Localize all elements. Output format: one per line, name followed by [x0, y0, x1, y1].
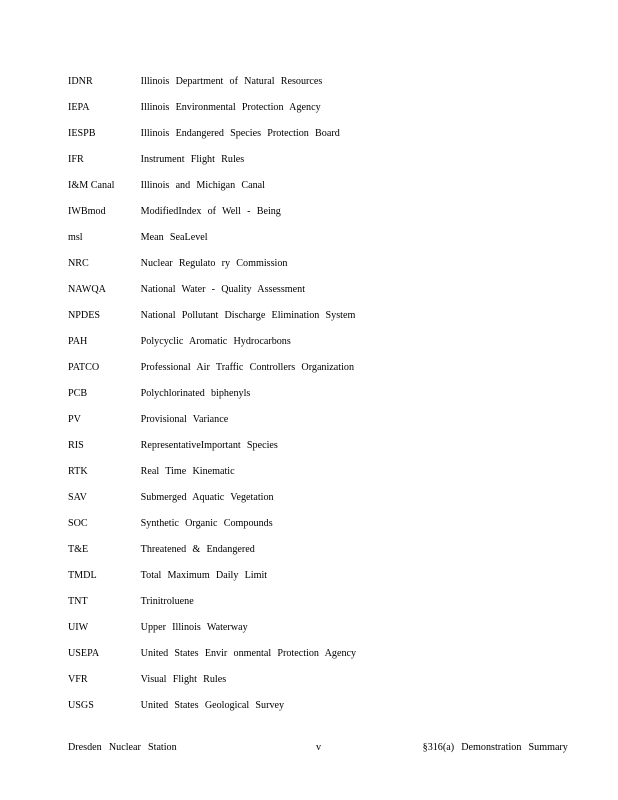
abbreviation-code: PV	[68, 413, 81, 425]
abbreviation-definition: Visual Flight Rules	[140, 673, 227, 685]
abbreviation-row	[68, 536, 510, 562]
abbreviation-row	[68, 328, 510, 354]
abbreviation-definition: Provisional Variance	[140, 413, 229, 425]
abbreviation-code: NAWQA	[68, 283, 106, 295]
footer-section-title: §316(a) Demonstration Summary	[422, 741, 568, 753]
abbreviation-definition: Submerged Aquatic Vegetation	[140, 491, 274, 503]
abbreviation-row	[68, 666, 510, 692]
abbreviation-row	[68, 458, 510, 484]
abbreviation-code: PCB	[68, 387, 88, 399]
abbreviation-row	[68, 562, 510, 588]
abbreviation-definition: Mean SeaLevel	[140, 231, 208, 243]
abbreviation-definition: Total Maximum Daily Limit	[140, 569, 268, 581]
abbreviation-definition: Upper Illinois Waterway	[140, 621, 248, 633]
abbreviation-row	[68, 302, 510, 328]
abbreviation-code: T&E	[68, 543, 89, 555]
footer-page-number: v	[316, 741, 322, 753]
abbreviation-definition: Polychlorinated biphenyls	[140, 387, 251, 399]
abbreviation-definition: National Pollutant Discharge Elimination System	[140, 309, 356, 321]
abbreviation-row	[68, 354, 510, 380]
abbreviation-list	[68, 68, 548, 718]
abbreviation-row	[68, 380, 510, 406]
abbreviation-code: UIW	[68, 621, 89, 633]
abbreviation-code: IESPB	[68, 127, 96, 139]
abbreviation-code: SAV	[68, 491, 87, 503]
abbreviation-code: I&M Canal	[68, 179, 115, 191]
abbreviation-code: VFR	[68, 673, 88, 685]
abbreviation-definition: Real Time Kinematic	[140, 465, 235, 477]
abbreviation-definition: Threatened & Endangered	[140, 543, 255, 555]
footer-document-title: Dresden Nuclear Station	[68, 741, 177, 753]
abbreviation-definition: Polycyclic Aromatic Hydrocarbons	[140, 335, 291, 347]
abbreviation-row	[68, 94, 510, 120]
abbreviation-definition: Instrument Flight Rules	[140, 153, 245, 165]
abbreviation-definition: Nuclear Regulato ry Commission	[140, 257, 288, 269]
abbreviation-definition: Illinois Endangered Species Protection Board	[140, 127, 340, 139]
abbreviation-code: TNT	[68, 595, 88, 607]
abbreviation-code: USEPA	[68, 647, 100, 659]
abbreviation-definition: Professional Air Traffic Controllers Organization	[140, 361, 355, 373]
abbreviation-row	[68, 250, 510, 276]
abbreviation-definition: Illinois Environmental Protection Agency	[140, 101, 321, 113]
abbreviation-code: TMDL	[68, 569, 97, 581]
abbreviation-code: IFR	[68, 153, 84, 165]
abbreviation-row	[68, 692, 510, 718]
abbreviation-definition: National Water - Quality Assessment	[140, 283, 306, 295]
abbreviation-definition: Trinitroluene	[140, 595, 194, 607]
abbreviation-definition: RepresentativeImportant Species	[140, 439, 278, 451]
abbreviation-code: NPDES	[68, 309, 101, 321]
abbreviation-row	[68, 120, 510, 146]
page-footer	[68, 741, 568, 755]
abbreviation-code: PATCO	[68, 361, 100, 373]
abbreviation-definition: United States Geological Survey	[140, 699, 285, 711]
abbreviation-row	[68, 146, 510, 172]
abbreviation-definition: United States Envir onmental Protection Agency	[140, 647, 357, 659]
abbreviation-definition: ModifiedIndex of Well - Being	[140, 205, 281, 217]
abbreviation-row	[68, 640, 510, 666]
abbreviation-code: SOC	[68, 517, 88, 529]
abbreviation-code: PAH	[68, 335, 88, 347]
abbreviation-row	[68, 172, 510, 198]
abbreviation-row	[68, 198, 510, 224]
abbreviation-code: USGS	[68, 699, 94, 711]
abbreviation-code: RTK	[68, 465, 88, 477]
abbreviation-code: IEPA	[68, 101, 90, 113]
abbreviation-row	[68, 406, 510, 432]
abbreviation-code: msl	[68, 231, 83, 243]
abbreviation-code: NRC	[68, 257, 89, 269]
abbreviation-row	[68, 510, 510, 536]
abbreviation-row	[68, 614, 510, 640]
abbreviation-definition: Illinois Department of Natural Resources	[140, 75, 323, 87]
abbreviation-row	[68, 484, 510, 510]
abbreviation-definition: Synthetic Organic Compounds	[140, 517, 273, 529]
abbreviation-code: RIS	[68, 439, 84, 451]
abbreviation-row	[68, 588, 510, 614]
abbreviation-row	[68, 276, 510, 302]
abbreviation-code: IWBmod	[68, 205, 106, 217]
abbreviation-row	[68, 432, 510, 458]
abbreviation-row	[68, 224, 510, 250]
abbreviation-row	[68, 68, 510, 94]
abbreviation-definition: Illinois and Michigan Canal	[140, 179, 265, 191]
abbreviation-code: IDNR	[68, 75, 93, 87]
